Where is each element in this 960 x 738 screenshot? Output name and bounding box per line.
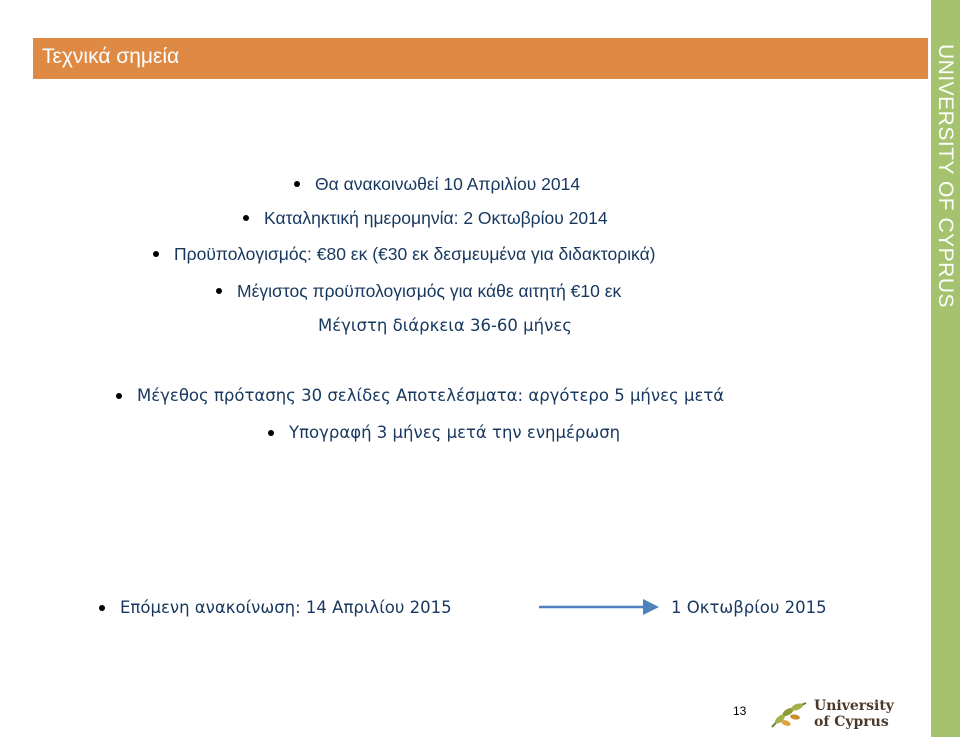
bullet-icon xyxy=(216,288,222,294)
bullet-icon xyxy=(116,393,122,399)
side-university-label: UNIVERSITY OF CYPRUS xyxy=(934,44,957,308)
bullet-icon xyxy=(99,605,105,611)
page-title: Τεχνικά σημεία xyxy=(42,45,180,68)
bullet-text: Καταληκτική ημερομηνία: 2 Οκτωβρίου 2014 xyxy=(264,208,608,228)
title-bar xyxy=(33,38,928,79)
bullet-icon xyxy=(243,215,249,221)
bullet-item xyxy=(315,173,580,195)
bullet-item xyxy=(137,385,724,407)
right-arrow-icon xyxy=(537,595,663,619)
list-item xyxy=(318,315,572,337)
bullet-icon xyxy=(294,181,300,187)
page-number: 13 xyxy=(733,704,747,718)
bullet-icon xyxy=(268,430,274,436)
bullet-text: Θα ανακοινωθεί 10 Απριλίου 2014 xyxy=(315,174,581,194)
bullet-item xyxy=(289,422,620,444)
bullet-item xyxy=(237,280,621,302)
logo-text xyxy=(814,698,894,730)
bullet-text: Μέγεθος πρότασης 30 σελίδες Αποτελέσματα: αργότερο 5 μήνες μετά xyxy=(137,386,725,405)
logo-line-1: University xyxy=(814,698,894,714)
olive-branch-icon xyxy=(766,697,812,733)
bullet-text: Μέγιστη διάρκεια 36-60 μήνες xyxy=(318,316,572,335)
next-call-date: 1 Οκτωβρίου 2015 xyxy=(671,598,827,617)
bullet-item xyxy=(174,243,656,265)
bullet-text: Προϋπολογισμός: €80 εκ (€30 εκ δεσμευμένα για διδακτορικά) xyxy=(174,244,656,264)
bullet-item xyxy=(264,207,608,229)
logo-line-2: of Cyprus xyxy=(814,714,889,730)
bullet-item xyxy=(120,597,452,619)
university-logo xyxy=(766,697,926,733)
bullet-icon xyxy=(153,251,159,257)
bullet-text: Επόμενη ανακοίνωση: 14 Απριλίου 2015 xyxy=(120,598,452,617)
bullet-text: Μέγιστος προϋπολογισμός για κάθε αιτητή €10 εκ xyxy=(237,281,622,301)
bullet-text: Υπογραφή 3 μήνες μετά την ενημέρωση xyxy=(289,423,621,442)
